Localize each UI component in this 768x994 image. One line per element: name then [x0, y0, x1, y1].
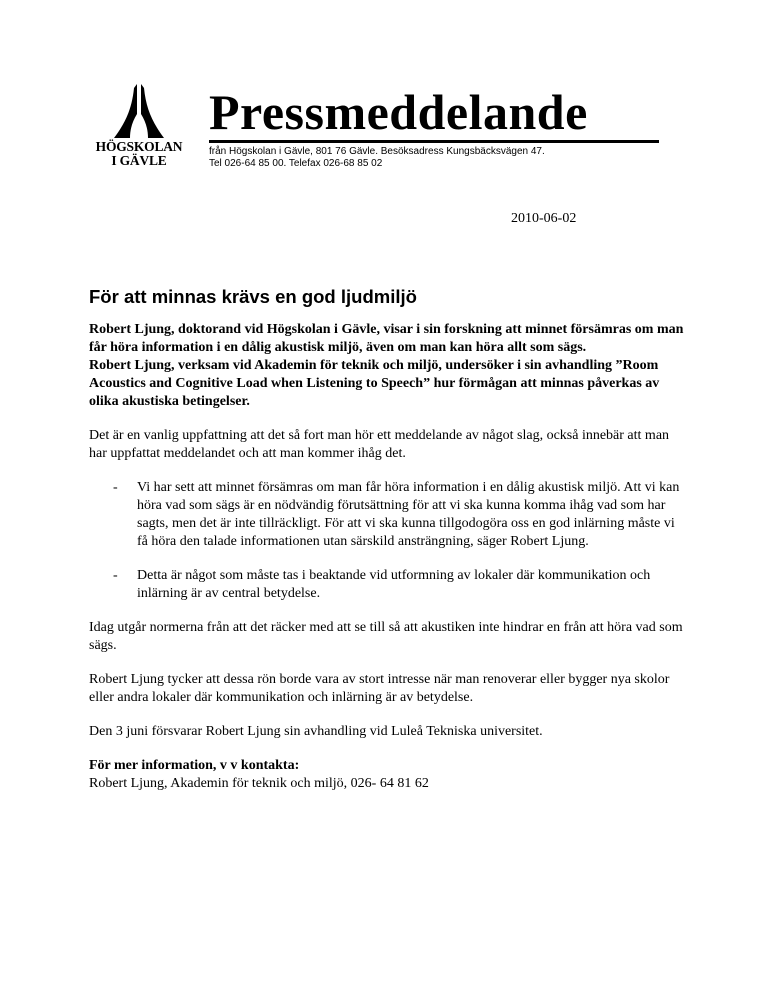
press-release-body [89, 321, 689, 793]
body-paragraph-3: Robert Ljung tycker att dessa rön borde vara av stort intresse när man renoverar eller bygger nya skolor eller andra lokaler där kommunikation och inlärning är av betydelse. [89, 672, 670, 705]
quote-item [89, 567, 689, 603]
masthead-address: från Högskolan i Gävle, 801 76 Gävle. Besöksadress Kungsbäcksvägen 47. [209, 146, 545, 157]
body-paragraph-4: Den 3 juni försvarar Robert Ljung sin avhandling vid Luleå Tekniska universitet. [89, 724, 543, 739]
quote-text: Vi har sett att minnet försämras om man får höra information i en dålig akustisk miljö. Att vi kan höra vad som sägs är en nödvändig förutsättning för att vi ska kunna komma ihåg vad som har sagts, men det är inte tillräckligt. För att vi ska kunna tillgodogöra oss en god inlärning måste vi få höra den talade informationen utan särskild ansträngning, säger Robert Ljung. [137, 480, 680, 549]
lead-paragraph-1: Robert Ljung, doktorand vid Högskolan i Gävle, visar i sin forskning att minnet försämras om man får höra information i en dålig akustisk miljö, även om man kan höra allt som sägs. [89, 322, 684, 355]
contact-section [89, 757, 689, 793]
press-release-headline: För att minnas krävs en god ljudmiljö [89, 286, 417, 307]
masthead-divider [209, 140, 659, 143]
body-paragraph-1: Det är en vanlig uppfattning att det så fort man hör ett meddelande av något slag, också innebär att man har uppfattat meddelandet och att man kommer ihåg det. [89, 428, 670, 461]
masthead-phone: Tel 026-64 85 00. Telefax 026-68 85 02 [209, 158, 383, 169]
release-date: 2010-06-02 [511, 211, 577, 226]
contact-line: Robert Ljung, Akademin för teknik och miljö, 026- 64 81 62 [89, 776, 429, 791]
body-paragraph-2: Idag utgår normerna från att det räcker med att se till så att akustiken inte hindrar en från att höra vad som sägs. [89, 620, 683, 653]
quote-dash: - [113, 568, 118, 583]
quote-text: Detta är något som måste tas i beaktande vid utformning av lokaler där kommunikation och inlärning är av central betydelse. [137, 568, 651, 601]
lead-section [89, 321, 689, 411]
university-logo-text [80, 140, 198, 168]
contact-heading: För mer information, v v kontakta: [89, 758, 300, 773]
masthead-title: Pressmeddelande [209, 84, 588, 140]
quote-dash: - [113, 480, 118, 495]
university-logo [80, 84, 198, 174]
quote-item [89, 479, 689, 551]
university-emblem-icon [104, 84, 174, 138]
logo-text-line1: HÖGSKOLAN [95, 139, 183, 154]
lead-paragraph-2: Robert Ljung, verksam vid Akademin för teknik och miljö, undersöker i sin avhandling ”Room Acoustics and Cognitive Load when Listening to Speech” hur förmågan att minnas påverkas av olika akustiska betingelser. [89, 358, 660, 409]
logo-text-line2: I GÄVLE [111, 153, 167, 168]
